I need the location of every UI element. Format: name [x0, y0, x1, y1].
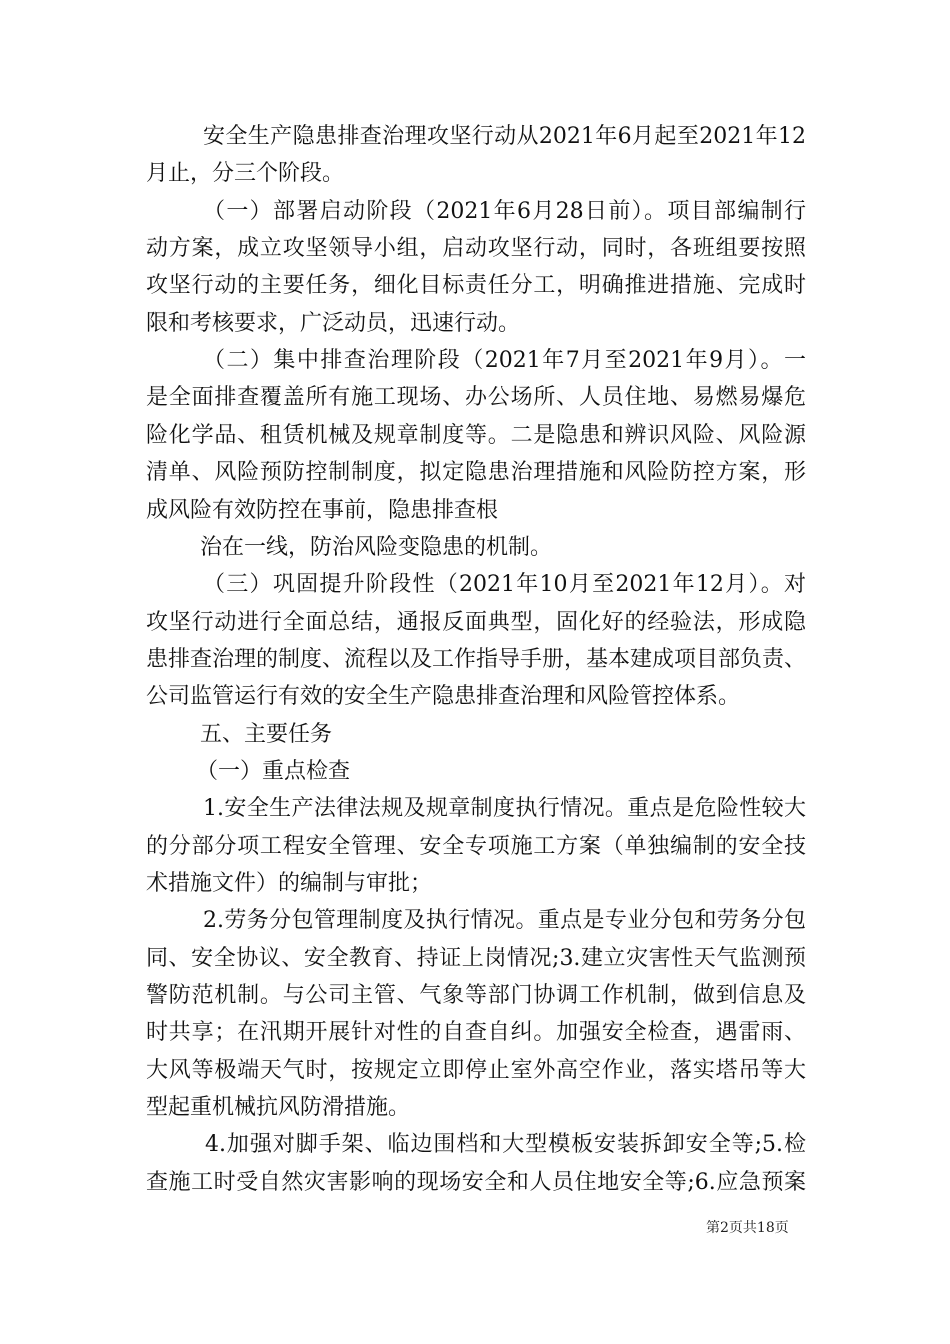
text-line: 警防范机制。与公司主管、气象等部门协调工作机制，做到信息及: [146, 983, 806, 1009]
text-line: 1.安全生产法律法规及规章制度执行情况。重点是危险性较大: [203, 796, 806, 822]
text-line: 成风险有效防控在事前，隐患排查根: [146, 497, 499, 523]
text-line: 型起重机械抗风防滑措施。: [146, 1095, 411, 1121]
text-line: 治在一线，防治风险变隐患的机制。: [200, 534, 553, 560]
text-line: （二）集中排查治理阶段（2021年7月至2021年9月）。一: [203, 348, 806, 374]
text-line: 月止，分三个阶段。: [146, 161, 345, 187]
text-line: 安全生产隐患排查治理攻坚行动从2021年6月起至2021年12: [203, 124, 806, 149]
text-line: 患排查治理的制度、流程以及工作指导手册，基本建成项目部负责、: [146, 646, 807, 672]
page-number-footer: 第2页共18页: [706, 1220, 789, 1236]
text-line: 同、安全协议、安全教育、持证上岗情况;3.建立灾害性天气监测预: [146, 945, 806, 971]
text-line: 五、主要任务: [200, 721, 333, 747]
text-line: 4.加强对脚手架、临边围档和大型模板安装拆卸安全等;5.检: [205, 1132, 806, 1158]
text-line: 攻坚行动的主要任务，细化目标责任分工，明确推进措施、完成时: [146, 273, 806, 299]
text-line: 大风等极端天气时，按规定立即停止室外高空作业，落实塔吊等大: [146, 1057, 806, 1083]
text-line: 时共享；在汛期开展针对性的自查自纠。加强安全检查，遇雷雨、: [146, 1020, 806, 1046]
text-line: 查施工时受自然灾害影响的现场安全和人员住地安全等;6.应急预案: [146, 1169, 806, 1195]
text-line: （三）巩固提升阶段性（2021年10月至2021年12月）。对: [203, 572, 806, 598]
text-line: （一）部署启动阶段（2021年6月28日前）。项目部编制行: [203, 198, 806, 224]
text-line: 清单、风险预防控制制度，拟定隐患治理措施和风险防控方案，形: [146, 460, 806, 486]
text-line: 是全面排查覆盖所有施工现场、办公场所、人员住地、易燃易爆危: [146, 385, 806, 411]
text-line: 公司监管运行有效的安全生产隐患排查治理和风险管控体系。: [146, 684, 741, 710]
text-line: 限和考核要求，广泛动员，迅速行动。: [146, 310, 521, 336]
text-line: 险化学品、租赁机械及规章制度等。二是隐患和辨识风险、风险源: [146, 422, 806, 448]
text-line: （一）重点检查: [196, 758, 351, 784]
text-line: 的分部分项工程安全管理、安全专项施工方案（单独编制的安全技: [146, 833, 806, 859]
text-line: 2.劳务分包管理制度及执行情况。重点是专业分包和劳务分包: [203, 908, 806, 934]
text-line: 攻坚行动进行全面总结，通报反面典型，固化好的经验法，形成隐: [146, 609, 806, 635]
text-line: 术措施文件）的编制与审批；: [146, 871, 433, 896]
text-line: 动方案，成立攻坚领导小组，启动攻坚行动，同时，各班组要按照: [146, 236, 806, 262]
